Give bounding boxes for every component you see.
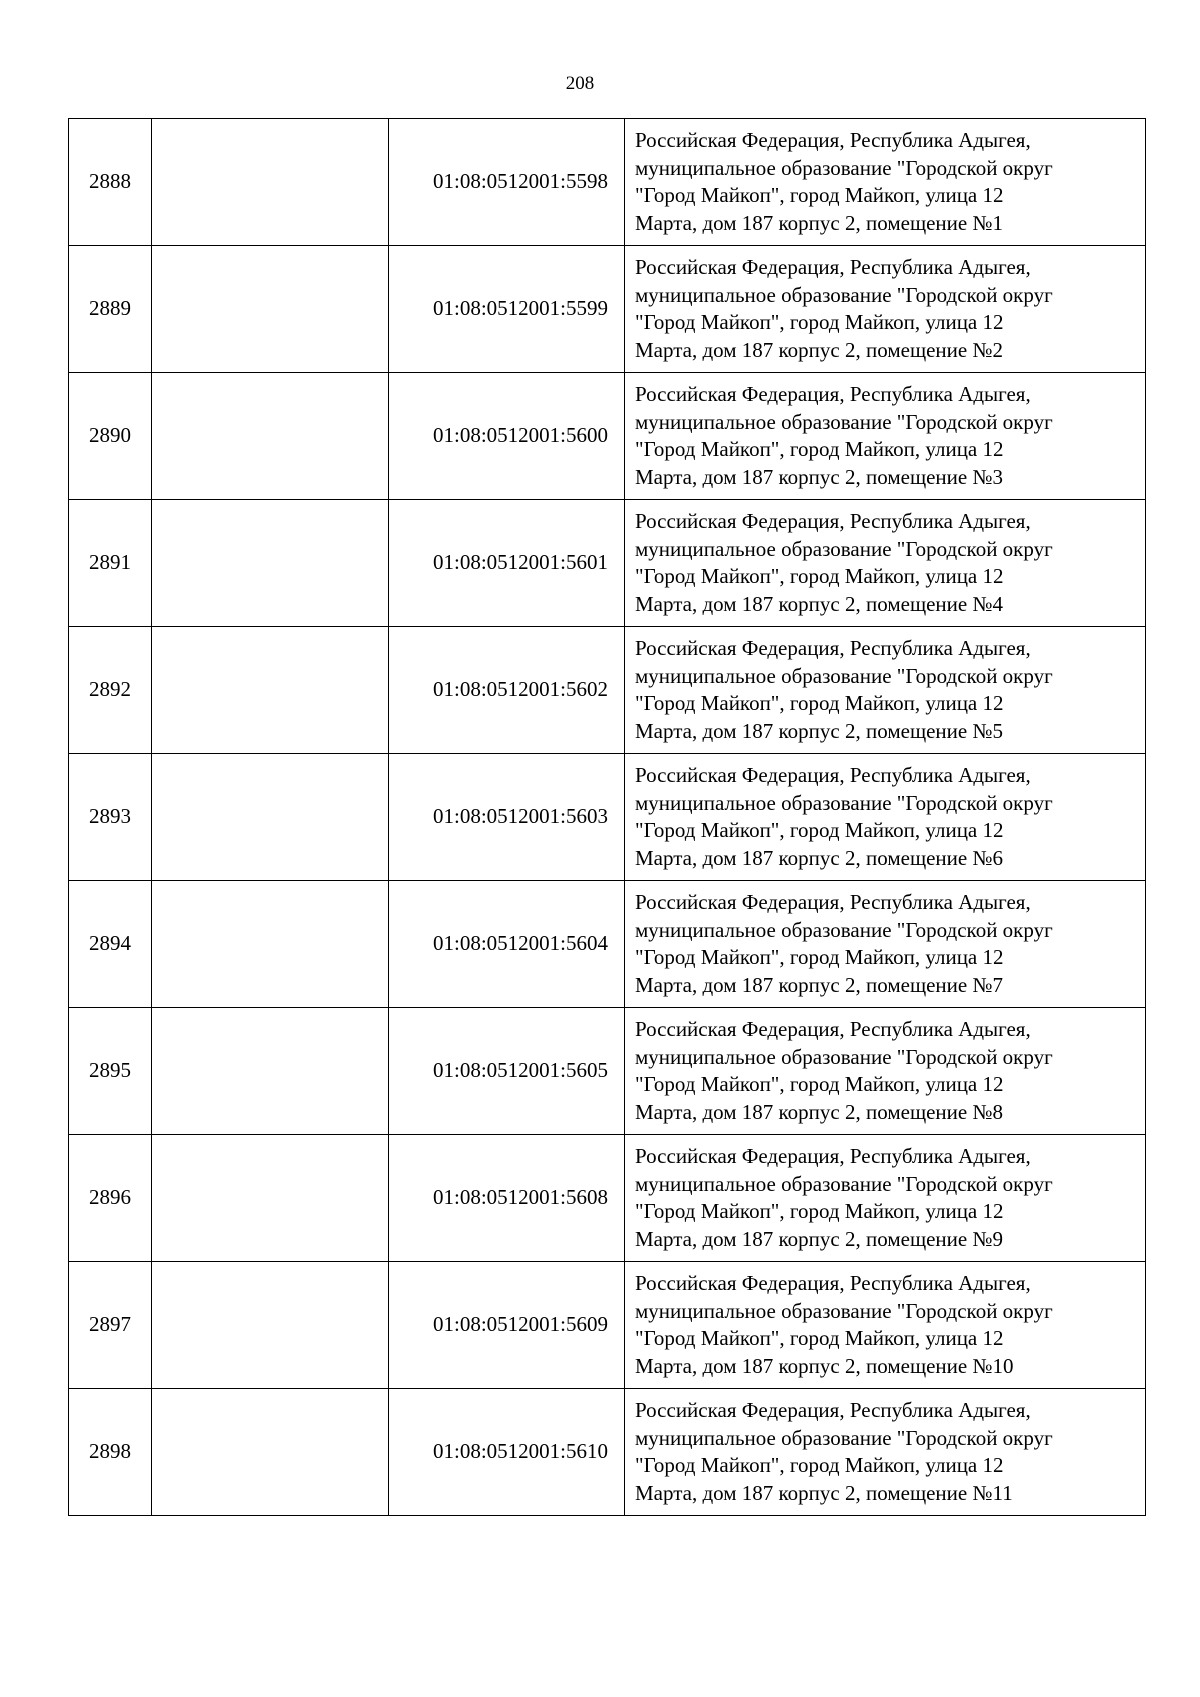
cadastral-number-cell: 01:08:0512001:5601	[389, 500, 625, 627]
table-row	[69, 500, 1146, 627]
cadastral-number-cell: 01:08:0512001:5608	[389, 1135, 625, 1262]
cadastral-number-cell: 01:08:0512001:5609	[389, 1262, 625, 1389]
row-number-cell: 2892	[69, 627, 152, 754]
empty-cell	[152, 627, 389, 754]
address-line: муниципальное образование "Городской округ	[635, 282, 1053, 307]
address-line: Российская Федерация, Республика Адыгея,	[635, 890, 1031, 914]
table-row	[69, 754, 1146, 881]
address-cell	[625, 1262, 1146, 1389]
table-row	[69, 1262, 1146, 1389]
address-line: муниципальное образование "Городской округ	[635, 536, 1053, 561]
address-cell	[625, 500, 1146, 627]
row-number-cell: 2896	[69, 1135, 152, 1262]
address-line: Марта, дом 187 корпус 2, помещение №4	[635, 591, 1004, 616]
address-line: Марта, дом 187 корпус 2, помещение №1	[635, 210, 1004, 235]
address-line: "Город Майкоп", город Майкоп, улица 12	[635, 945, 1004, 969]
address-line: "Город Майкоп", город Майкоп, улица 12	[635, 564, 1004, 588]
empty-cell	[152, 246, 389, 373]
row-number-cell: 2895	[69, 1008, 152, 1135]
address-cell	[625, 1008, 1146, 1135]
row-number-cell: 2897	[69, 1262, 152, 1389]
empty-cell	[152, 1135, 389, 1262]
empty-cell	[152, 373, 389, 500]
registry-table-body	[69, 119, 1146, 1516]
empty-cell	[152, 881, 389, 1008]
registry-table	[68, 118, 1146, 1516]
address-line: "Город Майкоп", город Майкоп, улица 12	[635, 437, 1004, 461]
address-line: Марта, дом 187 корпус 2, помещение №10	[635, 1353, 1014, 1378]
table-row	[69, 119, 1146, 246]
address-line: Российская Федерация, Республика Адыгея,	[635, 636, 1031, 660]
address-cell	[625, 1135, 1146, 1262]
address-cell	[625, 627, 1146, 754]
address-line: Российская Федерация, Республика Адыгея,	[635, 128, 1031, 152]
address-line: муниципальное образование "Городской округ	[635, 790, 1053, 815]
table-row	[69, 1135, 1146, 1262]
row-number-cell: 2891	[69, 500, 152, 627]
empty-cell	[152, 1262, 389, 1389]
empty-cell	[152, 500, 389, 627]
cadastral-number-cell: 01:08:0512001:5602	[389, 627, 625, 754]
cadastral-number-cell: 01:08:0512001:5600	[389, 373, 625, 500]
address-line: Марта, дом 187 корпус 2, помещение №11	[635, 1480, 1013, 1505]
empty-cell	[152, 754, 389, 881]
address-cell	[625, 373, 1146, 500]
address-cell	[625, 119, 1146, 246]
address-line: "Город Майкоп", город Майкоп, улица 12	[635, 691, 1004, 715]
address-line: "Город Майкоп", город Майкоп, улица 12	[635, 1199, 1004, 1223]
address-line: муниципальное образование "Городской округ	[635, 917, 1053, 942]
cadastral-number-cell: 01:08:0512001:5605	[389, 1008, 625, 1135]
address-line: муниципальное образование "Городской округ	[635, 409, 1053, 434]
cadastral-number-cell: 01:08:0512001:5603	[389, 754, 625, 881]
address-line: муниципальное образование "Городской округ	[635, 1171, 1053, 1196]
address-line: муниципальное образование "Городской округ	[635, 1425, 1053, 1450]
table-row	[69, 1008, 1146, 1135]
address-line: Марта, дом 187 корпус 2, помещение №9	[635, 1226, 1004, 1251]
table-row	[69, 1389, 1146, 1516]
address-line: Российская Федерация, Республика Адыгея,	[635, 382, 1031, 406]
address-line: муниципальное образование "Городской округ	[635, 1298, 1053, 1323]
address-line: "Город Майкоп", город Майкоп, улица 12	[635, 310, 1004, 334]
address-line: Российская Федерация, Республика Адыгея,	[635, 255, 1031, 279]
row-number-cell: 2888	[69, 119, 152, 246]
address-line: "Город Майкоп", город Майкоп, улица 12	[635, 1326, 1004, 1350]
address-cell	[625, 881, 1146, 1008]
table-row	[69, 246, 1146, 373]
address-line: Марта, дом 187 корпус 2, помещение №2	[635, 337, 1004, 362]
address-line: Марта, дом 187 корпус 2, помещение №6	[635, 845, 1004, 870]
address-cell	[625, 1389, 1146, 1516]
address-line: муниципальное образование "Городской округ	[635, 155, 1053, 180]
address-line: Марта, дом 187 корпус 2, помещение №8	[635, 1099, 1004, 1124]
address-line: муниципальное образование "Городской округ	[635, 663, 1053, 688]
address-line: Российская Федерация, Республика Адыгея,	[635, 1144, 1031, 1168]
address-line: Российская Федерация, Республика Адыгея,	[635, 1271, 1031, 1295]
address-line: Российская Федерация, Республика Адыгея,	[635, 763, 1031, 787]
address-line: "Город Майкоп", город Майкоп, улица 12	[635, 183, 1004, 207]
empty-cell	[152, 1008, 389, 1135]
table-row	[69, 373, 1146, 500]
address-line: Российская Федерация, Республика Адыгея,	[635, 1017, 1031, 1041]
address-line: Российская Федерация, Республика Адыгея,	[635, 509, 1031, 533]
row-number-cell: 2890	[69, 373, 152, 500]
cadastral-number-cell: 01:08:0512001:5604	[389, 881, 625, 1008]
row-number-cell: 2889	[69, 246, 152, 373]
table-row	[69, 627, 1146, 754]
cadastral-number-cell: 01:08:0512001:5598	[389, 119, 625, 246]
address-line: Марта, дом 187 корпус 2, помещение №5	[635, 718, 1004, 743]
empty-cell	[152, 1389, 389, 1516]
address-line: "Город Майкоп", город Майкоп, улица 12	[635, 818, 1004, 842]
address-line: Марта, дом 187 корпус 2, помещение №7	[635, 972, 1004, 997]
address-cell	[625, 754, 1146, 881]
row-number-cell: 2894	[69, 881, 152, 1008]
page-number: 208	[565, 73, 595, 94]
address-line: "Город Майкоп", город Майкоп, улица 12	[635, 1453, 1004, 1477]
table-row	[69, 881, 1146, 1008]
address-cell	[625, 246, 1146, 373]
address-line: Российская Федерация, Республика Адыгея,	[635, 1398, 1031, 1422]
empty-cell	[152, 119, 389, 246]
row-number-cell: 2893	[69, 754, 152, 881]
address-line: Марта, дом 187 корпус 2, помещение №3	[635, 464, 1004, 489]
address-line: муниципальное образование "Городской округ	[635, 1044, 1053, 1069]
row-number-cell: 2898	[69, 1389, 152, 1516]
cadastral-number-cell: 01:08:0512001:5599	[389, 246, 625, 373]
address-line: "Город Майкоп", город Майкоп, улица 12	[635, 1072, 1004, 1096]
cadastral-number-cell: 01:08:0512001:5610	[389, 1389, 625, 1516]
